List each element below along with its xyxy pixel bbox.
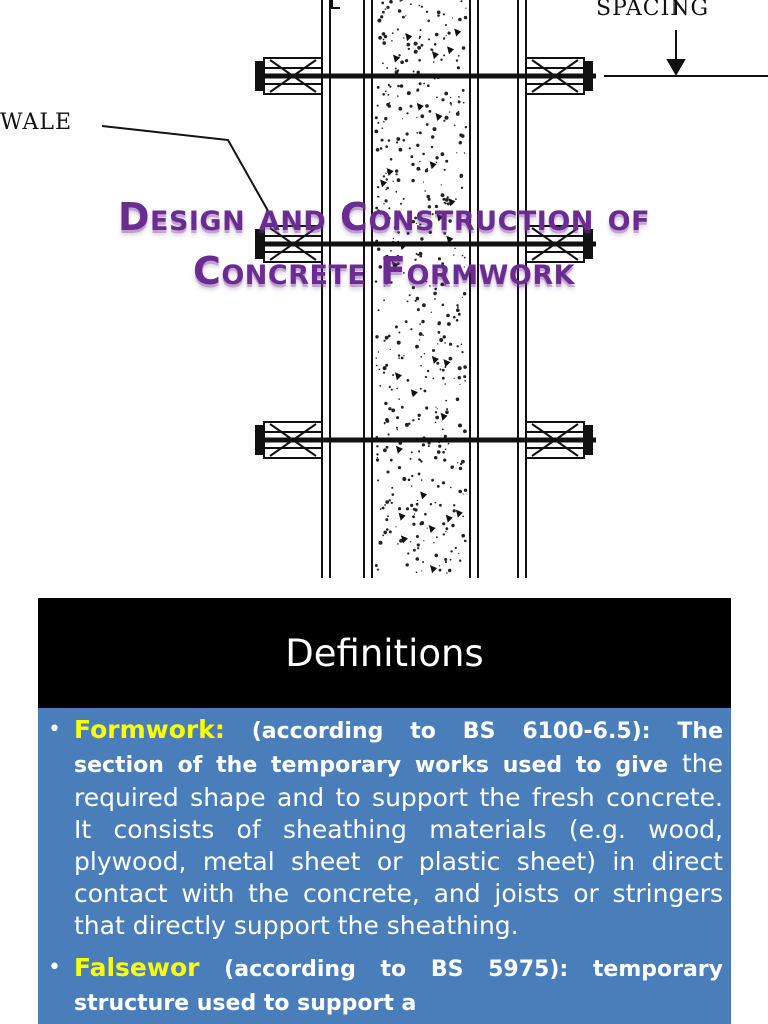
definition-reference: (according to BS 5975): [199, 957, 569, 982]
definition-falsework [48, 952, 723, 1020]
definition-term: Falsewor [74, 953, 200, 982]
bullet-icon: • [48, 955, 61, 980]
spacing-label: SPACING [596, 0, 710, 21]
slide-title-line-2: Concrete Formwork [192, 249, 576, 293]
definitions-slide [38, 598, 731, 1024]
definition-body: temporary structure used to support a [74, 957, 723, 1016]
definition-term: Formwork: [74, 715, 225, 744]
definitions-list [38, 708, 731, 1020]
definition-reference: (according to BS 6100-6.5): The section of the temporary works used to give [74, 719, 723, 778]
slide-title-line-1: Design and Construction of [117, 195, 651, 239]
definition-formwork [48, 714, 723, 942]
definition-body: the required shape and to support the fresh concrete. It consists of sheathing materials (e.g. wood, plywood, metal sheet or plastic sheet) in direct contact with the concrete, and joists or stringers that directly support the sheathing. [74, 749, 723, 940]
slide-title [0, 190, 768, 298]
definitions-header: Definitions [38, 598, 731, 708]
wale-label: WALE [0, 110, 73, 135]
bullet-icon: • [48, 717, 61, 742]
